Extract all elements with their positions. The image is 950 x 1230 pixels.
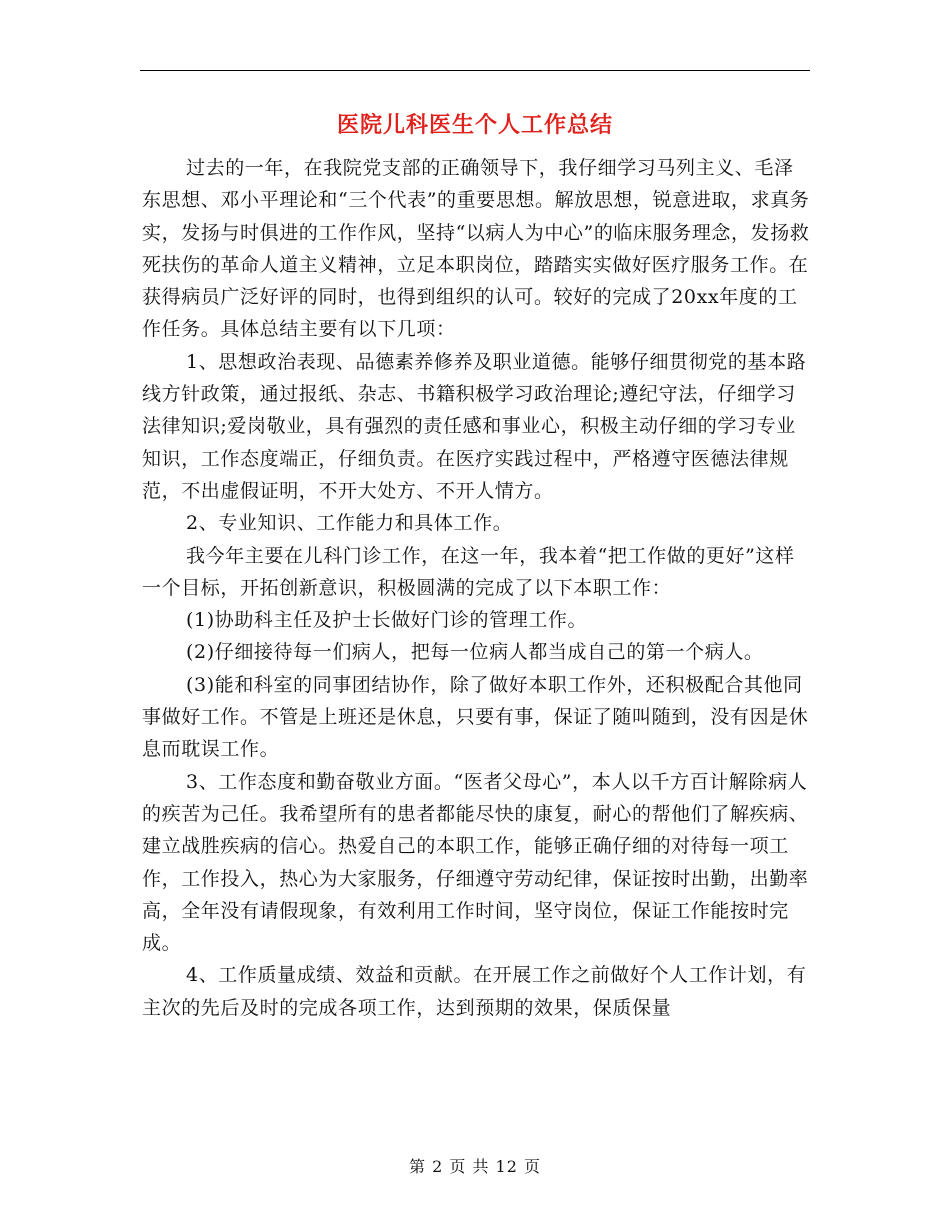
section-3-paragraph: 3、工作态度和勤奋敬业方面。“医者父母心”，本人以千方百计解除病人的疾苦为己任。我希望所有的患者都能尽快的康复，耐心的帮他们了解疾病、建立战胜疾病的信心。热爱自己的本职工作，能够正确仔细的对待每一项工作，工作投入，热心为大家服务，仔细遵守劳动纪律，保证按时出勤，出勤率高，全年没有请假现象，有效利用工作时间，坚守岗位，保证工作能按时完成。	[142, 770, 809, 955]
section-2-paragraph: 我今年主要在儿科门诊工作，在这一年，我本着“把工作做的更好”这样一个目标，开拓创新意识，积极圆满的完成了以下本职工作：	[142, 544, 795, 599]
section-1-paragraph: 1、思想政治表现、品德素养修养及职业道德。能够仔细贯彻党的基本路线方针政策，通过报纸、杂志、书籍积极学习政治理论;遵纪守法，仔细学习法律知识;爱岗敬业，具有强烈的责任感和事业心，积极主动仔细的学习专业知识，工作态度端正，仔细负责。在医疗实践过程中，严格遵守医德法律规范，不出虚假证明，不开大处方、不开人情方。	[142, 350, 807, 502]
header-rule	[140, 70, 810, 71]
section-2-heading: 2、专业知识、工作能力和具体工作。	[186, 512, 513, 535]
page-number-footer: 第 2 页 共 12 页	[409, 1157, 541, 1176]
list-item-3: (3)能和科室的同事团结协作，除了做好本职工作外，还积极配合其他同事做好工作。不管是上班还是休息，只要有事，保证了随叫随到，没有因是休息而耽误工作。	[142, 673, 809, 761]
section-4-paragraph: 4、工作质量成绩、效益和贡献。在开展工作之前做好个人工作计划，有主次的先后及时的完成各项工作，达到预期的效果，保质保量	[142, 964, 807, 1019]
document-title: 医院儿科医生个人工作总结	[336, 112, 613, 138]
intro-paragraph: 过去的一年，在我院党支部的正确领导下，我仔细学习马列主义、毛泽东思想、邓小平理论和“三个代表”的重要思想。解放思想，锐意进取，求真务实，发扬与时俱进的工作作风，坚持“以病人为中心”的临床服务理念，发扬救死扶伤的革命人道主义精神，立足本职岗位，踏踏实实做好医疗服务工作。在获得病员广泛好评的同时，也得到组织的认可。较好的完成了20xx年度的工作任务。具体总结主要有以下几项：	[142, 157, 810, 341]
list-item-2: (2)仔细接待每一们病人，把每一位病人都当成自己的第一个病人。	[186, 641, 764, 664]
document-body	[142, 152, 810, 1024]
list-item-1: (1)协助科主任及护士长做好门诊的管理工作。	[186, 609, 588, 632]
